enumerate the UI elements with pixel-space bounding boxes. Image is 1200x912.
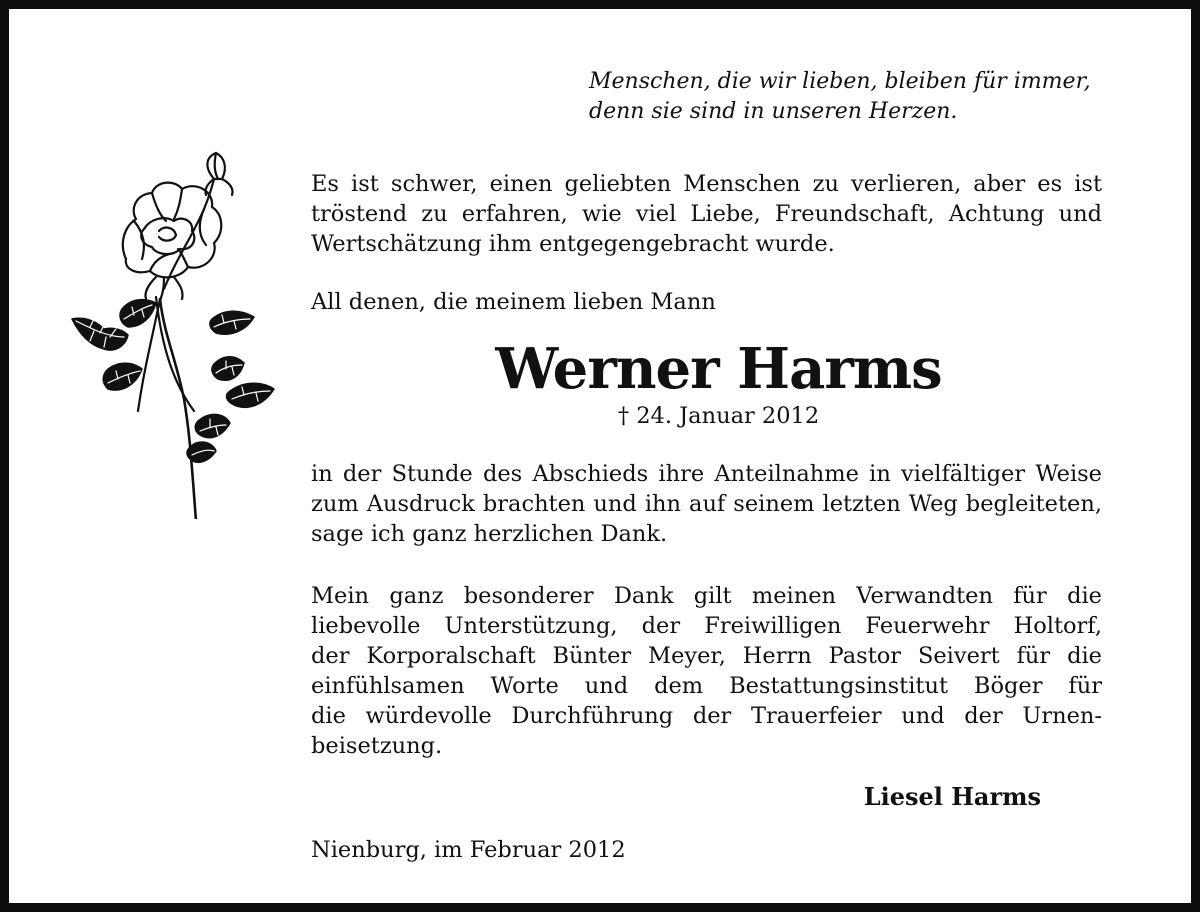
special-line-6: beisetzung. — [311, 733, 443, 759]
rose-icon — [64, 149, 279, 519]
special-line-4: einfühlsamen Worte und dem Bestattungsinstitut Böger für — [311, 673, 1102, 699]
special-line-3: der Korporalschaft Bünter Meyer, Herrn Pastor Seivert für die — [311, 643, 1102, 669]
thanks-line-3: sage ich ganz herzlichen Dank. — [311, 521, 668, 547]
thanks-paragraph — [311, 459, 1102, 549]
thanks-line-1: in der Stunde des Abschieds ihre Anteilnahme in vielfältiger Weise — [311, 461, 1102, 487]
thanks-line-2: zum Ausdruck brachten und ihn auf seinem letzten Weg begleiteten, — [311, 491, 1102, 517]
signature: Liesel Harms — [863, 782, 1041, 811]
special-thanks-paragraph — [311, 581, 1102, 761]
death-date: † 24. Januar 2012 — [617, 403, 820, 429]
intro-paragraph — [311, 169, 1102, 259]
motto-line-2: denn sie sind in unseren Herzen. — [589, 99, 958, 124]
deceased-name: Werner Harms — [495, 336, 942, 402]
special-line-2: liebevolle Unterstützung, der Freiwilligen Feuerwehr Holtorf, — [311, 613, 1102, 639]
intro-line-1: Es ist schwer, einen geliebten Menschen zu verlieren, aber es ist — [311, 171, 1102, 197]
lead-in-line: All denen, die meinem lieben Mann — [311, 289, 716, 315]
special-line-1: Mein ganz besonderer Dank gilt meinen Verwandten für die — [311, 583, 1102, 609]
intro-line-2: tröstend zu erfahren, wie viel Liebe, Freundschaft, Achtung und — [311, 201, 1102, 227]
lead-in-text — [311, 287, 1102, 317]
special-line-5: die würdevolle Durchführung der Trauerfeier und der Urnen- — [311, 703, 1102, 729]
motto-line-1: Menschen, die wir lieben, bleiben für immer, — [589, 69, 1091, 94]
place-and-date: Nienburg, im Februar 2012 — [311, 837, 626, 863]
intro-line-3: Wertschätzung ihm entgegengebracht wurde. — [311, 231, 835, 257]
motto-quote — [589, 67, 1149, 127]
